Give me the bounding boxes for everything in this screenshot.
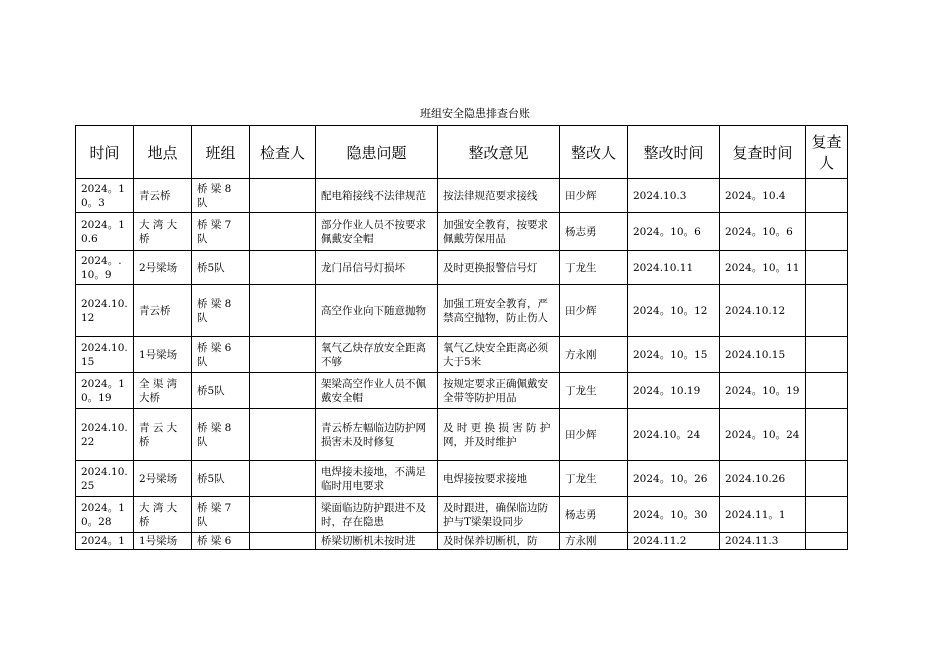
header-inspector: 检查人 <box>250 126 316 179</box>
cell-rectifier: 杨志勇 <box>560 213 628 251</box>
cell-location: 大 湾 大 桥 <box>134 497 192 533</box>
cell-time: 2024.10.12 <box>76 285 134 337</box>
header-row <box>76 126 848 179</box>
cell-time: 2024.10.22 <box>76 409 134 461</box>
cell-team: 桥 梁 6 队 <box>192 337 250 373</box>
cell-time: 2024.10.25 <box>76 461 134 497</box>
header-team: 班组 <box>192 126 250 179</box>
cell-recheck-date: 2024.11。1 <box>720 497 806 533</box>
cell-recheck-date: 2024。10。6 <box>720 213 806 251</box>
cell-opinion: 按法律规范要求接线 <box>438 179 560 213</box>
cell-recheck-date: 2024。10。11 <box>720 251 806 285</box>
cell-inspector <box>250 461 316 497</box>
cell-recheck-date: 2024.11.3 <box>720 533 806 550</box>
cell-team: 桥5队 <box>192 373 250 409</box>
table-row <box>76 409 848 461</box>
cell-rectifier: 丁龙生 <box>560 373 628 409</box>
cell-rectifier: 丁龙生 <box>560 251 628 285</box>
cell-team: 桥 梁 8 队 <box>192 179 250 213</box>
cell-rectifier: 杨志勇 <box>560 497 628 533</box>
cell-location: 1号梁场 <box>134 533 192 550</box>
header-rechecker: 复查人 <box>806 126 848 179</box>
cell-location: 大 湾 大 桥 <box>134 213 192 251</box>
cell-rectifier: 田少辉 <box>560 179 628 213</box>
cell-rechecker <box>806 409 848 461</box>
header-opinion: 整改意见 <box>438 126 560 179</box>
cell-issue: 氧气乙炔存放安全距离不够 <box>316 337 438 373</box>
cell-rechecker <box>806 213 848 251</box>
cell-rectify-date: 2024.10.3 <box>628 179 720 213</box>
header-rectify-date: 整改时间 <box>628 126 720 179</box>
cell-recheck-date: 2024.10.12 <box>720 285 806 337</box>
header-issue: 隐患问题 <box>316 126 438 179</box>
cell-rectify-date: 2024。10。6 <box>628 213 720 251</box>
hazard-ledger-table <box>75 125 848 550</box>
cell-time: 2024。10。28 <box>76 497 134 533</box>
cell-team: 桥5队 <box>192 461 250 497</box>
header-rectifier: 整改人 <box>560 126 628 179</box>
cell-rechecker <box>806 497 848 533</box>
cell-inspector <box>250 213 316 251</box>
cell-time: 2024。10.6 <box>76 213 134 251</box>
cell-opinion: 及时更换报警信号灯 <box>438 251 560 285</box>
cell-rectify-date: 2024。10。30 <box>628 497 720 533</box>
cell-team: 桥 梁 6 <box>192 533 250 550</box>
cell-issue: 架梁高空作业人员不佩戴安全帽 <box>316 373 438 409</box>
cell-issue: 龙门吊信号灯损坏 <box>316 251 438 285</box>
cell-rechecker <box>806 373 848 409</box>
table-row <box>76 251 848 285</box>
table-row <box>76 497 848 533</box>
cell-rechecker <box>806 461 848 497</box>
cell-rectify-date: 2024。10。26 <box>628 461 720 497</box>
table-row <box>76 213 848 251</box>
cell-inspector <box>250 337 316 373</box>
table-row <box>76 285 848 337</box>
cell-issue: 桥梁切断机未按时进 <box>316 533 438 550</box>
cell-location: 2号梁场 <box>134 461 192 497</box>
table-row <box>76 461 848 497</box>
cell-inspector <box>250 285 316 337</box>
cell-rechecker <box>806 285 848 337</box>
cell-rectify-date: 2024.11.2 <box>628 533 720 550</box>
cell-location: 青云桥 <box>134 179 192 213</box>
header-recheck-date: 复查时间 <box>720 126 806 179</box>
cell-opinion: 按规定要求正确佩戴安全带等防护用品 <box>438 373 560 409</box>
table-row <box>76 533 848 550</box>
cell-rectifier: 方永刚 <box>560 337 628 373</box>
cell-recheck-date: 2024。10。24 <box>720 409 806 461</box>
cell-location: 青 云 大 桥 <box>134 409 192 461</box>
cell-inspector <box>250 497 316 533</box>
cell-rechecker <box>806 337 848 373</box>
cell-opinion: 加强工班安全教育，严禁高空抛物，防止伤人 <box>438 285 560 337</box>
cell-opinion: 及时跟进，确保临边防护与T梁架设同步 <box>438 497 560 533</box>
cell-rectify-date: 2024.10.11 <box>628 251 720 285</box>
header-time: 时间 <box>76 126 134 179</box>
cell-rectifier: 田少辉 <box>560 409 628 461</box>
cell-inspector <box>250 179 316 213</box>
table-row <box>76 373 848 409</box>
cell-location: 全 渠 湾 大桥 <box>134 373 192 409</box>
cell-team: 桥 梁 8 队 <box>192 285 250 337</box>
cell-rectify-date: 2024。10。12 <box>628 285 720 337</box>
cell-time: 2024。1 <box>76 533 134 550</box>
cell-opinion: 氧气乙炔安全距离必须大于5米 <box>438 337 560 373</box>
cell-team: 桥5队 <box>192 251 250 285</box>
cell-rechecker <box>806 179 848 213</box>
cell-opinion: 加强安全教育，按要求佩戴劳保用品 <box>438 213 560 251</box>
cell-time: 2024。10。19 <box>76 373 134 409</box>
cell-issue: 梁面临边防护跟进不及时，存在隐患 <box>316 497 438 533</box>
cell-location: 2号梁场 <box>134 251 192 285</box>
cell-opinion: 及时保养切断机，防 <box>438 533 560 550</box>
cell-team: 桥 梁 7 队 <box>192 213 250 251</box>
cell-issue: 青云桥左幅临边防护网损害未及时修复 <box>316 409 438 461</box>
cell-team: 桥 梁 8 队 <box>192 409 250 461</box>
cell-opinion: 及 时 更 换 损 害 防 护网，并及时维护 <box>438 409 560 461</box>
cell-issue: 高空作业向下随意抛物 <box>316 285 438 337</box>
header-location: 地点 <box>134 126 192 179</box>
cell-rectifier: 田少辉 <box>560 285 628 337</box>
cell-inspector <box>250 251 316 285</box>
cell-recheck-date: 2024.10.26 <box>720 461 806 497</box>
cell-location: 青云桥 <box>134 285 192 337</box>
cell-inspector <box>250 533 316 550</box>
page-title: 班组安全隐患排查台账 <box>420 107 530 120</box>
cell-rectify-date: 2024.10。24 <box>628 409 720 461</box>
cell-time: 2024.10.15 <box>76 337 134 373</box>
cell-issue: 电焊接未接地，不满足临时用电要求 <box>316 461 438 497</box>
cell-rechecker <box>806 251 848 285</box>
cell-opinion: 电焊接按要求接地 <box>438 461 560 497</box>
table-row <box>76 337 848 373</box>
cell-recheck-date: 2024。10。19 <box>720 373 806 409</box>
cell-inspector <box>250 373 316 409</box>
cell-rectifier: 方永刚 <box>560 533 628 550</box>
cell-rechecker <box>806 533 848 550</box>
cell-rectify-date: 2024。10。15 <box>628 337 720 373</box>
cell-issue: 配电箱接线不法律规范 <box>316 179 438 213</box>
cell-location: 1号梁场 <box>134 337 192 373</box>
cell-team: 桥 梁 7 队 <box>192 497 250 533</box>
cell-rectifier: 丁龙生 <box>560 461 628 497</box>
cell-recheck-date: 2024.10.15 <box>720 337 806 373</box>
cell-inspector <box>250 409 316 461</box>
cell-time: 2024。10。3 <box>76 179 134 213</box>
cell-rectify-date: 2024。10.19 <box>628 373 720 409</box>
cell-time: 2024。.10。9 <box>76 251 134 285</box>
table-row <box>76 179 848 213</box>
cell-issue: 部分作业人员不按要求佩戴安全帽 <box>316 213 438 251</box>
cell-recheck-date: 2024。10.4 <box>720 179 806 213</box>
